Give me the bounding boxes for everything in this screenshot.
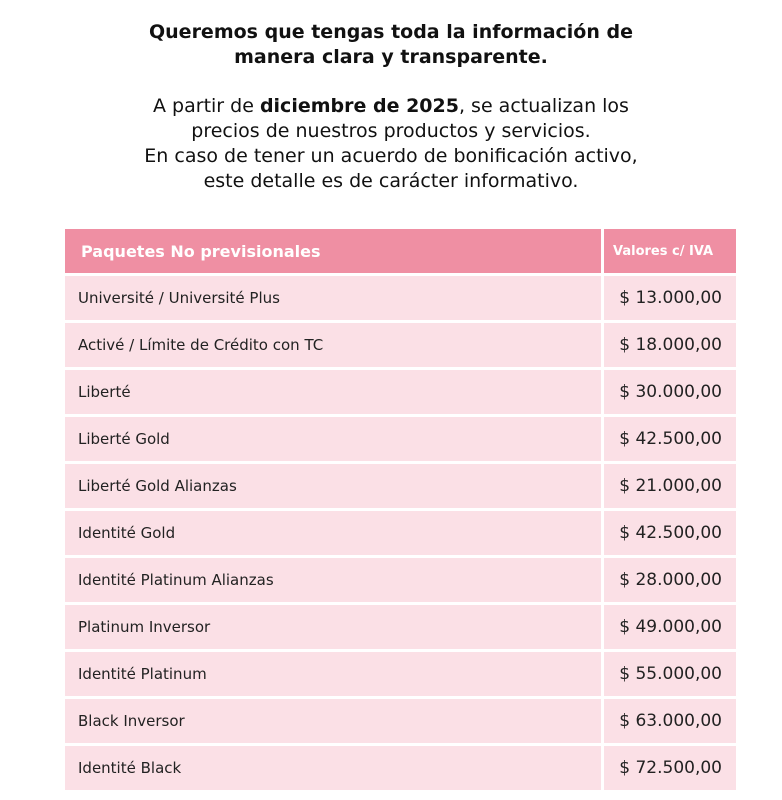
table-header-row <box>65 229 736 273</box>
heading-line-2: manera clara y transparente. <box>234 46 548 68</box>
table-row <box>65 276 736 320</box>
header-package: Paquetes No previsionales <box>65 229 601 273</box>
table-row <box>65 652 736 696</box>
package-name: Platinum Inversor <box>65 605 601 649</box>
price-table <box>62 226 739 793</box>
table-row <box>65 558 736 602</box>
intro-line-4: este detalle es de carácter informativo. <box>203 170 579 192</box>
package-name: Identité Platinum Alianzas <box>65 558 601 602</box>
package-price: $ 49.000,00 <box>604 605 736 649</box>
package-price: $ 21.000,00 <box>604 464 736 508</box>
package-name: Université / Université Plus <box>65 276 601 320</box>
package-name: Identité Black <box>65 746 601 790</box>
package-price: $ 42.500,00 <box>604 417 736 461</box>
package-name: Liberté <box>65 370 601 414</box>
package-name: Identité Gold <box>65 511 601 555</box>
package-name: Black Inversor <box>65 699 601 743</box>
intro-line-1 <box>0 94 782 119</box>
intro-line-2: precios de nuestros productos y servicios. <box>191 120 591 142</box>
package-price: $ 18.000,00 <box>604 323 736 367</box>
package-price: $ 42.500,00 <box>604 511 736 555</box>
table-row <box>65 464 736 508</box>
intro-line-3: En caso de tener un acuerdo de bonificación activo, <box>144 145 638 167</box>
page-heading <box>0 20 782 70</box>
table-row <box>65 605 736 649</box>
intro-paragraph <box>0 94 782 194</box>
intro-line-1-pre: A partir de <box>153 95 260 117</box>
table-row <box>65 323 736 367</box>
package-price: $ 28.000,00 <box>604 558 736 602</box>
package-price: $ 55.000,00 <box>604 652 736 696</box>
table-row <box>65 699 736 743</box>
intro-line-1-post: , se actualizan los <box>458 95 629 117</box>
package-name: Identité Platinum <box>65 652 601 696</box>
package-name: Liberté Gold <box>65 417 601 461</box>
table-row <box>65 417 736 461</box>
table-row <box>65 511 736 555</box>
package-name: Liberté Gold Alianzas <box>65 464 601 508</box>
heading-line-1: Queremos que tengas toda la información de <box>149 21 633 43</box>
package-price: $ 72.500,00 <box>604 746 736 790</box>
package-price: $ 13.000,00 <box>604 276 736 320</box>
package-price: $ 63.000,00 <box>604 699 736 743</box>
table-body <box>65 276 736 790</box>
package-name: Activé / Límite de Crédito con TC <box>65 323 601 367</box>
package-price: $ 30.000,00 <box>604 370 736 414</box>
table-row <box>65 746 736 790</box>
header-value: Valores c/ IVA <box>604 229 736 273</box>
table-row <box>65 370 736 414</box>
intro-date-highlight: diciembre de 2025 <box>259 95 459 117</box>
